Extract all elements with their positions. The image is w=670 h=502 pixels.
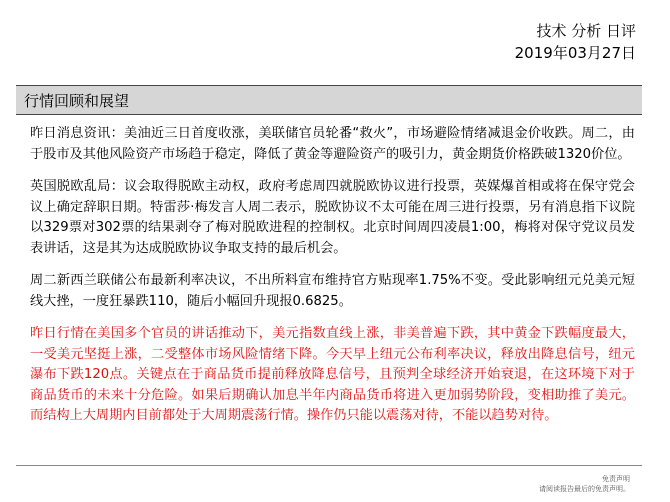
paragraph-nz-rate: 周二新西兰联储公布最新利率决议，不出所料宣布维持官方贴现率1.75%不变。受此影响纽元兑美元短线大挫，一度狂暴跌110，随后小幅回升现报0.6825。 (30, 273, 635, 309)
document-type: 技术 分析 日评 (536, 22, 636, 40)
disclaimer-title: 免责声明 (602, 475, 630, 483)
content-body (30, 124, 635, 439)
disclaimer-note: 请阅读报告最后的免责声明。 (539, 485, 630, 493)
disclaimer-footer (539, 474, 630, 494)
footer-divider (16, 465, 642, 466)
paragraph-market-review: 昨日行情在美国多个官员的讲话推动下，美元指数直线上涨，非美普遍下跌，其中黄金下跌幅度最大，一受美元坚挺上涨，二受整体市场风险情绪下降。今天早上纽元公布利率决议，释放出降息信号，纽元瀑布下跌120点。关键点在于商品货币提前释放降息信号，且预判全球经济开始衰退，在这环境下对于商品货币的未来十分危险。如果后期确认加息半年内商品货币将进入更加弱势阶段，变相助推了美元。而结构上大周期内目前都处于大周期震荡行情。操作仍只能以震荡对待，不能以趋势对待。 (30, 326, 635, 423)
section-header-bar (16, 85, 642, 115)
document-date: 2019年03月27日 (514, 44, 636, 62)
section-title: 行情回顾和展望 (24, 92, 130, 110)
document-header (515, 20, 636, 64)
paragraph-brexit: 英国脱欧乱局：议会取得脱欧主动权，政府考虑周四就脱欧协议进行投票，英媒爆首相或将在保守党会议上确定辞职日期。特雷莎·梅发言人周二表示，脱欧协议不太可能在周三进行投票，另有消息指下议院以329票对302票的结果剥夺了梅对脱欧进程的控制权。北京时间周四凌晨1:00，梅将对保守党议员发表讲话，这是其为达成脱欧协议争取支持的最后机会。 (30, 179, 635, 256)
paragraph-news: 昨日消息资讯：美油近三日首度收涨，美联储官员轮番“救火”，市场避险情绪减退金价收跌。周二，由于股市及其他风险资产市场趋于稳定，降低了黄金等避险资产的吸引力，黄金期货价格跌破1320价位。 (30, 126, 635, 162)
